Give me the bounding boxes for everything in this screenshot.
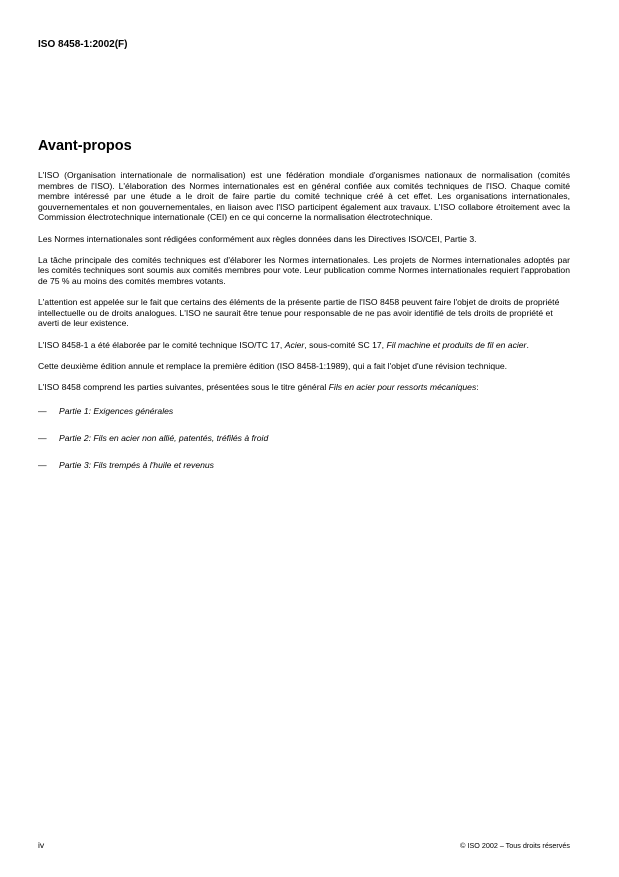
section-title: Avant-propos — [38, 138, 132, 154]
subcommittee-name: Fil machine et produits de fil en acier — [386, 339, 527, 350]
list-item-label: Partie 3: Fils trempés à l'huile et revenus — [59, 459, 214, 470]
prepared-by-text-3: . — [526, 339, 529, 350]
document-id-header: ISO 8458-1:2002(F) — [38, 39, 128, 50]
general-title: Fils en acier pour ressorts mécaniques — [328, 381, 477, 392]
paragraph-iso-organisation: L'ISO (Organisation internationale de normalisation) est une fédération mondiale d'organismes nationaux de normalisation (comités membres de l'ISO). L'élaboration des Normes internationales est en général confiée aux comités techniques de l'ISO. Chaque comité membre intéressé par une étude a le droit de faire partie du comité technique créé à cet effet. Les organisations internationales, gouvernementales et non gouvernementales, en liaison avec l'ISO participent également aux travaux. L'ISO collabore étroitement avec la Commission électrotechnique internationale (CEI) en ce qui concerne la normalisation électrotechnique. — [38, 170, 570, 223]
page-number: iv — [38, 840, 45, 850]
paragraph-prepared-by — [38, 340, 570, 351]
prepared-by-text-1: L'ISO 8458-1 a été élaborée par le comité technique ISO/TC 17, — [38, 339, 285, 350]
list-item — [38, 460, 570, 471]
list-dash: — — [38, 406, 47, 417]
copyright-notice: © ISO 2002 – Tous droits réservés — [460, 841, 570, 850]
parts-intro-colon: : — [476, 381, 479, 392]
list-item-label: Partie 1: Exigences générales — [59, 406, 174, 417]
parts-intro-text: L'ISO 8458 comprend les parties suivantes, présentées sous le titre général — [38, 381, 329, 392]
paragraph-parts-intro — [38, 382, 570, 393]
committee-name: Acier — [284, 339, 305, 350]
list-item-label: Partie 2: Fils en acier non allié, patentés, tréfilés à froid — [59, 433, 269, 444]
list-item — [38, 433, 570, 444]
paragraph-directives: Les Normes internationales sont rédigées conformément aux règles données dans les Directives ISO/CEI, Partie 3. — [38, 233, 477, 244]
prepared-by-text-2: , sous-comité SC 17, — [304, 339, 387, 350]
paragraph-patent-rights: L'attention est appelée sur le fait que certains des éléments de la présente partie de l'ISO 8458 peuvent faire l'objet de droits de propriété intellectuelle ou de droits analogues. L'ISO ne saurait être tenue pour responsable de ne pas avoir identifié de tels droits de propriété et averti de leur existence. — [38, 297, 560, 329]
list-dash: — — [38, 433, 47, 444]
list-item — [38, 406, 570, 417]
foreword-body — [38, 170, 570, 486]
list-dash: — — [38, 459, 47, 470]
paragraph-edition: Cette deuxième édition annule et remplace la première édition (ISO 8458-1:1989), qui a fait l'objet d'une révision technique. — [38, 360, 508, 371]
paragraph-technical-committees: La tâche principale des comités techniques est d'élaborer les Normes internationales. Les projets de Normes internationales adoptés par les comités techniques sont soumis aux comités membres pour vote. Leur publication comme Normes internationales requiert l'approbation de 75 % au moins des comités membres votants. — [38, 254, 570, 286]
